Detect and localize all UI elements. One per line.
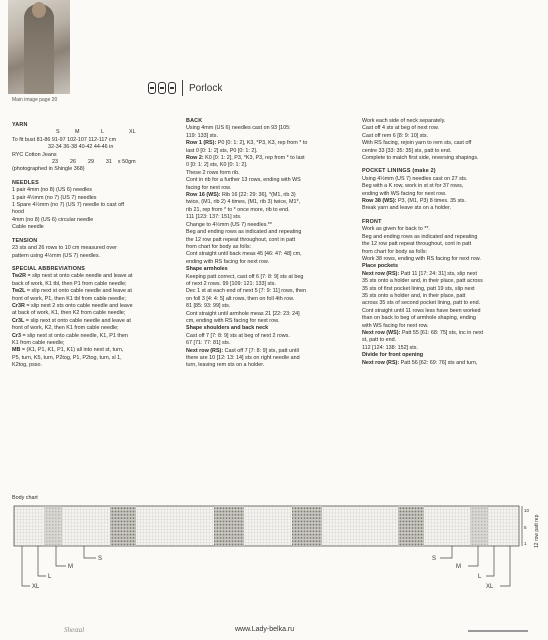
instruction-line (362, 133, 540, 140)
row-number-1: 1 (524, 541, 527, 546)
pocket-instructions (362, 176, 540, 213)
line-text: ending with RS facing for next row. (186, 258, 269, 265)
line-text: from chart for body as folls: (186, 243, 252, 250)
instruction-line (186, 148, 356, 155)
abbreviation-line (12, 318, 180, 325)
line-text: Complete to match first side, reversing shapings. (362, 155, 479, 162)
size-label-left-l: L (48, 574, 52, 580)
chart-grid (14, 506, 519, 546)
abbreviations-list (12, 273, 180, 369)
line-text: with WS facing for next row. (362, 322, 429, 329)
line-text: 112 [124: 138: 152] sts. (362, 344, 418, 351)
instruction-line (362, 308, 540, 315)
abbreviation-text: K2tog, psso. (12, 362, 42, 369)
line-text: cm, ending with RS facing for next row. (186, 317, 280, 324)
row-number-5: 5 (524, 525, 527, 530)
body-chart (0, 500, 548, 620)
line-text: Using 4½mm (US 7) needles cast on 27 sts. (362, 175, 468, 182)
line-text: the 12 row patt repeat throughout, cont in patt (362, 241, 472, 248)
instruction-line (186, 259, 356, 266)
instruction-line (186, 199, 356, 206)
yarn-amounts: 23 26 29 31 x 50gm (52, 159, 136, 166)
line-text: centre 33 [33: 35: 35] sts, patt to end. (362, 147, 452, 154)
abbreviation-text: = (K1, P1, K1, P1, K1) all into next st, turn, (20, 347, 124, 354)
abbreviation-text: back of work, K1 tbl, then P1 from cable needle; (12, 280, 127, 287)
line-text: Patt 55 [61: 68: 75] sts, inc in next (400, 329, 484, 336)
instruction-line (186, 251, 356, 258)
cable-panel (44, 506, 62, 546)
model-head (32, 2, 46, 18)
body-chart-label: Body chart (12, 495, 38, 501)
instruction-line (186, 281, 356, 288)
abbreviation-text: K1 from cable needle; (12, 339, 65, 346)
line-text: Work 38 rows, ending with RS facing for next row. (362, 255, 481, 262)
line-text: With RS facing, rejoin yarn to rem sts, cast off (362, 140, 472, 147)
instruction-line (362, 330, 540, 337)
instruction-line (362, 205, 540, 212)
abbreviation-line (12, 340, 180, 347)
instruction-line (186, 192, 356, 199)
line-text: Work each side of neck separately. (362, 118, 446, 124)
instruction-line (186, 355, 356, 362)
instruction-line (186, 362, 356, 369)
garment-photo (8, 0, 70, 94)
size-label-left-m: M (68, 564, 73, 570)
row-number-10: 10 (524, 508, 530, 513)
size-label-right-l: L (478, 574, 482, 580)
instruction-line (362, 315, 540, 322)
size-label-right-m: M (456, 564, 461, 570)
cable-panel (214, 506, 244, 546)
back-instructions (186, 125, 356, 369)
line-text: These 2 rows form rib. (186, 169, 240, 176)
abbreviation-key: Cr3R (12, 302, 25, 309)
line-text: P0 [0: 1: 2], K3, *P3, K3, rep from * to (216, 140, 308, 147)
line-text: Beg and ending rows as indicated and repeating (186, 229, 302, 236)
instruction-line (186, 303, 356, 310)
instruction-line (362, 234, 540, 241)
needle-line: 1 pair 4mm (no 8) (US 6) needles (12, 187, 92, 194)
line-text: across 35 sts of second pocket lining, patt to end. (362, 300, 481, 307)
instruction-line (186, 311, 356, 318)
needle-line: 1 Spare 4½mm (no 7) (US 7) needle to cast off (12, 202, 124, 209)
instruction-line (362, 249, 540, 256)
instruction-line (186, 288, 356, 295)
needle-line: 1 pair 4½mm (no 7) (US 7) needles (12, 194, 97, 201)
size-header-row (12, 129, 180, 136)
line-text: last 0 [0: 1: 2] sts, P0 [0: 1: 2]. (186, 147, 258, 154)
front-heading: FRONT (362, 218, 382, 225)
needle-line: Cable needle (12, 224, 44, 231)
instruction-line (186, 222, 356, 229)
line-text: of next 2 rows. 99 [109: 121: 133] sts. (186, 280, 276, 287)
line-text: Break yarn and leave sts on a holder. (362, 205, 452, 212)
instruction-line (186, 155, 356, 162)
instruction-line (186, 318, 356, 325)
abbreviation-line (12, 296, 180, 303)
instruction-line (362, 125, 540, 132)
instruction-line (362, 118, 540, 125)
abbreviation-line (12, 362, 180, 369)
instruction-line (186, 125, 356, 132)
instruction-line (186, 244, 356, 251)
line-text: rib 21, rep from * to * once more, rib to end. (186, 206, 290, 213)
instruction-line (362, 293, 540, 300)
size-label-left-s: S (98, 556, 103, 562)
instruction-line (362, 345, 540, 352)
repeat-label: 12 row patt rep (534, 514, 540, 548)
photo-caption: Main image page 20 (12, 97, 58, 103)
line-text: 35 sts onto a holder and, in their place, patt (362, 292, 466, 299)
abbreviation-line (12, 347, 180, 354)
line-text: the 12 row patt repeat throughout, cont in patt (186, 236, 296, 243)
instruction-line (362, 191, 540, 198)
instruction-line (186, 333, 356, 340)
cable-panel (470, 506, 488, 546)
abbreviation-line (12, 273, 180, 280)
line-text: Patt 11 [17: 24: 31] sts, slip next (399, 270, 477, 277)
subheading: Place pockets (362, 263, 398, 270)
pattern-title: Porlock (189, 82, 223, 94)
instruction-line (186, 229, 356, 236)
line-text: Using 4mm (US 6) needles cast on 93 [105: (186, 125, 291, 132)
row-label: Next row (WS): (362, 329, 401, 336)
instruction-line (186, 170, 356, 177)
row-label: Next row (RS): (362, 359, 400, 366)
instruction-line (362, 352, 540, 359)
column-3 (362, 118, 540, 367)
line-text: 35 sts onto a holder and, in their place, patt across (362, 278, 483, 285)
instruction-line (362, 140, 540, 147)
line-text: Cast off 7 [7: 8: 9] sts, patt until (223, 347, 299, 354)
line-text: Cast off 7 [7: 8: 9] sts at beg of next 2 rows. (186, 332, 290, 339)
instruction-line (362, 198, 540, 205)
abbreviation-text: = slip next st onto cable needle, K1, P1 then (21, 332, 128, 339)
line-text: 67 [71: 77: 81] sts. (186, 340, 231, 347)
instruction-line (186, 266, 356, 273)
size-label-left-xl: XL (32, 584, 40, 590)
instruction-line (362, 337, 540, 344)
line-text: Dec 1 st at each end of next 5 [7: 9: 11] rows, then (186, 288, 307, 295)
page-edge-bar (468, 630, 528, 632)
instruction-line (362, 360, 540, 367)
abbreviation-line (12, 303, 180, 310)
line-text: st, patt to end. (362, 337, 397, 344)
line-text: Cont straight until armhole meas 21 [22: 23: 24] (186, 310, 300, 317)
abbreviation-key: Tw2L (12, 288, 26, 295)
line-text: twice, (M1, rib 2) 4 times, (M1, rib 3) twice, M1*, (186, 199, 301, 206)
yarn-heading: YARN (12, 122, 28, 128)
instruction-line (362, 323, 540, 330)
line-text: Cast off 4 sts at beg of next row. (362, 125, 439, 132)
line-text: turn, leaving rem sts on a holder. (186, 362, 265, 369)
abbreviation-line (12, 355, 180, 362)
instruction-line (362, 148, 540, 155)
abbreviation-key: Cr3L (12, 317, 25, 324)
tension-line: 23 sts and 26 rows to 10 cm measured over (12, 245, 117, 252)
row-label: Row 16 (WS): (186, 192, 221, 199)
line-text: Work as given for back to **. (362, 226, 430, 233)
instruction-line (186, 214, 356, 221)
instruction-line (186, 140, 356, 147)
line-text: from chart for body as folls: (362, 248, 428, 255)
instruction-line (362, 278, 540, 285)
instruction-line (362, 271, 540, 278)
instruction-line (362, 176, 540, 183)
subheading: Shape armholes (186, 266, 228, 273)
instruction-line (186, 296, 356, 303)
line-text: 81 [85: 93: 99] sts. (186, 303, 231, 310)
abbreviation-text: = slip next 2 sts onto cable needle and leave (24, 302, 133, 309)
row-label: Next row (RS): (362, 270, 400, 277)
line-text: K0 [0: 1: 2], P3, *K3, P3, rep from * to last (203, 155, 305, 162)
instruction-line (362, 300, 540, 307)
line-text: Beg with a K row, work in st st for 37 rows, (362, 183, 464, 190)
abbreviations-heading: SPECIAL ABBREVIATIONS (12, 265, 85, 272)
abbreviation-key: Cr3 (12, 332, 21, 339)
line-text: Beg and ending rows as indicated and repeating (362, 233, 478, 240)
size-l: L (101, 129, 104, 136)
line-text: on foll 3 [4: 4: 5] alt rows, then on foll 4th row. (186, 295, 295, 302)
cable-panel (398, 506, 424, 546)
cable-panel (292, 506, 322, 546)
yarn-name: RYC Cotton Jeans (12, 151, 57, 158)
instruction-line (362, 241, 540, 248)
to-fit-cm: 81-86 91-97 102-107 112-117 cm (36, 136, 117, 143)
instruction-line (362, 286, 540, 293)
instruction-line (362, 226, 540, 233)
abbreviation-line (12, 310, 180, 317)
instruction-line (362, 256, 540, 263)
line-text: 111 [123: 137: 151] sts. (186, 214, 242, 221)
line-text: Change to 4½mm (US 7) needles.** (186, 221, 272, 228)
line-text: 0 [0: 1: 2] sts, K0 [0: 1: 2]. (186, 162, 248, 169)
instruction-line (186, 237, 356, 244)
abbreviation-line (12, 288, 180, 295)
abbreviation-line (12, 325, 180, 332)
neck-instructions (362, 118, 540, 162)
row-label: Row 38 (WS): (362, 198, 397, 205)
line-text: P3, (M1, P3) 8 times. 35 sts. (396, 198, 466, 205)
instruction-line (186, 207, 356, 214)
needle-line: hood (12, 209, 24, 216)
size-s: S (56, 129, 60, 136)
instruction-line (186, 340, 356, 347)
line-text: 119: 133] sts. (186, 132, 218, 139)
abbreviation-text: = slip next st onto cable needle and leave at (25, 288, 132, 295)
yarn-logo-icon (148, 82, 176, 94)
subheading: Shape shoulders and back neck (186, 325, 269, 332)
needle-line: 4mm (no 8) (US 6) circular needle (12, 216, 94, 223)
abbreviation-key: MB (12, 347, 21, 354)
to-fit-in: 32-34 36-38 40-42 44-46 in (48, 144, 114, 151)
abbreviation-text: = slip next st onto cable needle and leave at (25, 273, 133, 280)
line-text: Cont straight until 11 rows less have been worked (362, 307, 481, 314)
instruction-line (186, 185, 356, 192)
instruction-line (362, 155, 540, 162)
line-text: there are 10 [12: 13: 14] sts on right needle and (186, 355, 300, 361)
line-text: Cont straight until back meas 45 [46: 47: 48] cm, (186, 251, 302, 258)
line-text: facing for next row. (186, 184, 232, 191)
instruction-line (186, 162, 356, 169)
to-fit-label: To fit bust (12, 136, 36, 143)
abbreviation-text: at back of work, K1, then K2 from cable needle; (12, 310, 126, 317)
line-text: Cont in rib for a further 13 rows, ending with WS (186, 177, 301, 184)
line-text: Patt 56 [62: 69: 76] sts and turn, (399, 359, 478, 366)
line-text: Keeping patt correct, cast off 6 [7: 8: 9] sts at beg (186, 273, 304, 280)
size-label-right-s: S (432, 556, 437, 562)
cable-panel (110, 506, 136, 546)
abbreviation-line (12, 281, 180, 288)
size-label-right-xl: XL (486, 584, 494, 590)
row-label: Row 1 (RS): (186, 140, 217, 147)
line-text: 35 sts of first pocket lining, patt 19 sts, slip next (362, 285, 475, 292)
instruction-line (186, 274, 356, 281)
row-label: Row 2: (186, 155, 204, 162)
line-text: than on back to beg of armhole shaping, ending (362, 315, 476, 322)
instruction-line (186, 325, 356, 332)
instruction-line (186, 177, 356, 184)
footer-url[interactable]: www.Lady-belka.ru (235, 626, 295, 633)
pocket-heading: POCKET LININGS (make 2) (362, 168, 436, 175)
abbreviation-text: = slip next st onto cable needle and leave at (24, 317, 131, 324)
line-text: Rib 16 [22: 29: 36], *(M1, rib 3) (220, 192, 296, 199)
tension-heading: TENSION (12, 237, 38, 244)
row-label: Next row (RS): (186, 347, 224, 354)
photographed-note: (photographed in Shingle 368) (12, 166, 85, 173)
pattern-header (148, 80, 222, 96)
to-fit-row (12, 137, 180, 144)
instruction-line (186, 133, 356, 140)
instruction-line (362, 183, 540, 190)
line-text: ending with WS facing for next row. (362, 190, 447, 197)
size-m: M (75, 129, 80, 136)
tension-line: pattern using 4½mm (US 7) needles. (12, 252, 101, 259)
abbreviation-line (12, 333, 180, 340)
instruction-line (186, 348, 356, 355)
abbreviation-text: P5, turn, K5, turn, P2tog, P1, P2tog, turn, sl 1, (12, 354, 122, 361)
footer-logo: Shestal (64, 626, 85, 634)
abbreviation-text: front of work, K2, then K1 from cable needle; (12, 325, 119, 332)
size-xl: XL (129, 129, 136, 136)
abbreviation-text: front of work, P1, then K1 tbl from cable needle; (12, 295, 126, 302)
back-heading: BACK (186, 118, 203, 124)
title-divider (182, 80, 183, 96)
needles-heading: NEEDLES (12, 179, 39, 186)
subheading: Divide for front opening (362, 352, 424, 359)
line-text: Cast off rem 6 [8: 9: 10] sts. (362, 132, 429, 139)
instruction-line (362, 263, 540, 270)
abbreviation-key: Tw2R (12, 273, 26, 280)
column-2 (186, 118, 356, 370)
front-instructions (362, 226, 540, 367)
column-1 (12, 118, 180, 370)
